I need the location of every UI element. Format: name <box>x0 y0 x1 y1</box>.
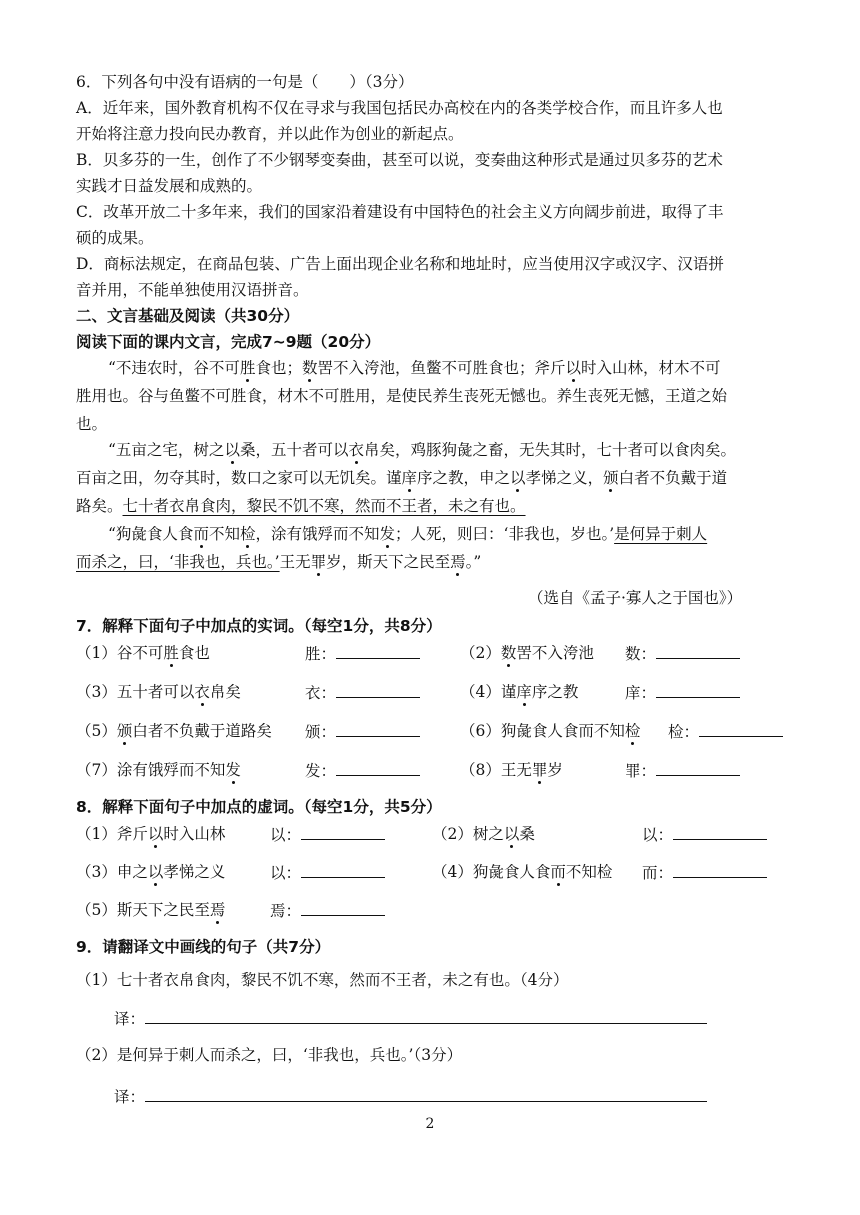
dotted-char: 罪 <box>310 553 327 571</box>
passage-p2-line3 <box>76 496 526 516</box>
text: 序之教 <box>531 683 579 701</box>
dotted-char: 胜 <box>163 644 179 662</box>
text: 检： <box>668 723 700 741</box>
answer-blank[interactable] <box>301 900 385 916</box>
underlined-sentence-1: 七十者衣帛食肉，黎民不饥不寒，然而不王者，未之有也。 <box>122 497 526 515</box>
dotted-char: 而 <box>550 863 566 881</box>
text: （2）树之 <box>432 825 504 843</box>
dotted-char: 数 <box>301 359 318 377</box>
q9-title: 9．请翻译文中画线的句子（共7分） <box>76 938 331 956</box>
text: “不违农时，谷不可 <box>108 359 240 377</box>
text: 百亩之田，勿夺其时，数口之家可以无饥矣。谨 <box>76 469 402 487</box>
text: 罪： <box>625 762 657 780</box>
q7-item-7 <box>76 760 241 780</box>
q8-item-2 <box>432 824 535 844</box>
text: 译： <box>114 1010 146 1028</box>
passage-p1-line3: 也。 <box>76 415 108 433</box>
text: “狗彘食人食 <box>108 525 194 543</box>
q6-option-c-line2: 硕的成果。 <box>76 229 154 247</box>
text: （4）谨 <box>460 683 517 701</box>
text: （7）涂有饿殍而不知 <box>76 761 226 779</box>
q8-answer-4 <box>642 862 767 883</box>
q6-option-a-line1: A．近年来，国外教育机构不仅在寻求与我国包括民办高校在内的各类学校合作，而且许多人也 <box>76 99 723 117</box>
text: 胜： <box>305 645 337 663</box>
text: 时入山林，材木不可 <box>581 359 721 377</box>
text: （6）狗彘食人食而不知 <box>460 722 625 740</box>
answer-blank[interactable] <box>301 824 385 840</box>
translation-blank[interactable] <box>145 1086 707 1102</box>
answer-blank[interactable] <box>699 721 783 737</box>
answer-blank[interactable] <box>656 643 740 659</box>
dotted-char: 颁 <box>603 469 619 487</box>
q9-translate-1 <box>114 1008 707 1029</box>
q7-item-8 <box>460 760 563 780</box>
text: 孝悌之义 <box>163 863 226 881</box>
dotted-char: 焉 <box>209 901 226 919</box>
text: （4）狗彘食人食 <box>432 863 551 881</box>
answer-blank[interactable] <box>336 760 420 776</box>
q7-answer-5 <box>305 721 420 742</box>
text: 桑，五十者可以 <box>239 441 349 459</box>
q6-option-a-line2: 开始将注意力投向民办教育，并以此作为创业的新起点。 <box>76 125 464 143</box>
section2-instruction: 阅读下面的课内文言，完成7~9题（20分） <box>76 333 381 351</box>
dotted-char: 以 <box>147 863 164 881</box>
text: “五亩之宅，树之 <box>108 441 225 459</box>
q7-answer-2 <box>625 643 740 664</box>
q7-answer-8 <box>625 760 740 781</box>
text: 以： <box>270 864 302 882</box>
text: 而： <box>642 864 674 882</box>
answer-blank[interactable] <box>301 862 385 878</box>
text: ，涂有饿殍而不知 <box>255 525 380 543</box>
answer-blank[interactable] <box>336 682 420 698</box>
dotted-char: 以 <box>503 825 520 843</box>
answer-blank[interactable] <box>336 643 420 659</box>
text: 庠： <box>625 684 657 702</box>
text: 不知 <box>208 525 240 543</box>
dotted-char: 以 <box>510 469 526 487</box>
text: 发： <box>305 762 337 780</box>
text: ；人死，则曰：‘非我也，岁也。’ <box>395 525 615 543</box>
text: 岁 <box>547 761 563 779</box>
text: （1）斧斤 <box>76 825 148 843</box>
text: 以： <box>642 826 674 844</box>
q7-item-6 <box>460 721 640 741</box>
dotted-char: 以 <box>147 825 164 843</box>
dotted-char: 检 <box>624 722 641 740</box>
text: 时入山林 <box>163 825 226 843</box>
text: 序之教，申之 <box>417 469 511 487</box>
q7-answer-7 <box>305 760 420 781</box>
q8-answer-5 <box>270 900 385 921</box>
q8-item-4 <box>432 862 612 882</box>
q8-title: 8．解释下面句子中加点的虚词。（每空1分，共5分） <box>76 798 442 816</box>
dotted-char: 以 <box>565 359 582 377</box>
q8-answer-2 <box>642 824 767 845</box>
text: 帛矣 <box>209 683 241 701</box>
passage-source: （选自《孟子·寡人之于国也》） <box>528 589 743 607</box>
answer-blank[interactable] <box>656 682 740 698</box>
passage-p3-line2 <box>76 552 481 572</box>
text: 衣： <box>305 684 337 702</box>
q8-answer-3 <box>270 862 385 883</box>
text: 颁： <box>305 723 337 741</box>
q6-option-d-line1: D．商标法规定，在商品包装、广告上面出现企业名称和地址时，应当使用汉字或汉字、汉语拼 <box>76 255 724 273</box>
dotted-char: 衣 <box>194 683 210 701</box>
text: 数： <box>625 645 657 663</box>
passage-p2-line2 <box>76 468 727 488</box>
q6-option-c-line1: C．改革开放二十多年来，我们的国家沿着建设有中国特色的社会主义方向阔步前进，取得了丰 <box>76 203 724 221</box>
translation-blank[interactable] <box>145 1008 707 1024</box>
passage-p2-line1 <box>108 440 736 460</box>
text: （5）斯天下之民至 <box>76 901 210 919</box>
text: 王无 <box>279 553 311 571</box>
text: 白者不负戴于道路矣 <box>132 722 272 740</box>
text: 食也； <box>255 359 302 377</box>
dotted-char: 庠 <box>401 469 418 487</box>
q6-option-b-line1: B．贝多芬的一生，创作了不少钢琴变奏曲，甚至可以说，变奏曲这种形式是通过贝多芬的艺术 <box>76 151 723 169</box>
answer-blank[interactable] <box>673 862 767 878</box>
text: 罟不入洿池，鱼鳖不可胜食也；斧斤 <box>317 359 566 377</box>
dotted-char: 而 <box>193 525 209 543</box>
dotted-char: 检 <box>239 525 256 543</box>
q7-answer-3 <box>305 682 420 703</box>
text: 桑 <box>519 825 535 843</box>
text: 。” <box>465 553 482 571</box>
text: （3）五十者可以 <box>76 683 195 701</box>
q7-title: 7．解释下面句子中加点的实词。（每空1分，共8分） <box>76 617 442 635</box>
text: 焉： <box>270 902 302 920</box>
text: 以： <box>270 826 302 844</box>
q9-translate-2 <box>114 1086 707 1107</box>
q9-sentence-1: （1）七十者衣帛食肉，黎民不饥不寒，然而不王者，未之有也。（4分） <box>76 971 569 989</box>
q8-item-5 <box>76 900 225 920</box>
text: 不知检 <box>565 863 613 881</box>
answer-blank[interactable] <box>656 760 740 776</box>
text: 岁，斯天下之民至 <box>326 553 451 571</box>
text: （2） <box>460 644 501 662</box>
q6-stem: 6．下列各句中没有语病的一句是（ ）（3分） <box>76 73 414 91</box>
text: （1）谷不可 <box>76 644 164 662</box>
q7-answer-4 <box>625 682 740 703</box>
text: 食也 <box>178 644 210 662</box>
dotted-char: 以 <box>224 441 240 459</box>
page-number: 2 <box>425 1116 435 1132</box>
dotted-char: 衣 <box>348 441 364 459</box>
q7-answer-6 <box>668 721 783 742</box>
underlined-sentence-2a: 是何异于刺人 <box>614 525 708 543</box>
text: （8）王无 <box>460 761 532 779</box>
dotted-char: 颁 <box>116 722 133 740</box>
text: 路矣。 <box>76 497 123 515</box>
q7-item-3 <box>76 682 241 702</box>
underlined-sentence-2b: 而杀之，曰，‘非我也，兵也。’ <box>76 553 280 571</box>
text: （5） <box>76 722 117 740</box>
text: 帛矣，鸡豚狗彘之畜，无失其时，七十者可以食肉矣。 <box>363 441 736 459</box>
q6-option-d-line2: 音并用，不能单独使用汉语拼音。 <box>76 281 309 299</box>
q7-item-5 <box>76 721 272 741</box>
dotted-char: 焉 <box>450 553 466 571</box>
section2-title: 二、文言基础及阅读（共30分） <box>76 307 300 325</box>
passage-p1-line2: 胜用也。谷与鱼鳖不可胜食，材木不可胜用，是使民养生丧死无憾也。养生丧死无憾，王道之始 <box>76 387 728 405</box>
answer-blank[interactable] <box>673 824 767 840</box>
passage-p1-line1 <box>108 358 721 378</box>
q7-item-2 <box>460 643 594 663</box>
text: 罟不入洿池 <box>516 644 594 662</box>
q8-answer-1 <box>270 824 385 845</box>
passage-p3-line1 <box>108 524 707 544</box>
dotted-char: 发 <box>225 761 241 779</box>
q7-item-1 <box>76 643 210 663</box>
answer-blank[interactable] <box>336 721 420 737</box>
text: 白者不负戴于道 <box>618 469 728 487</box>
q8-item-1 <box>76 824 225 844</box>
q9-sentence-2: （2）是何异于刺人而杀之，曰，‘非我也，兵也。’（3分） <box>76 1046 463 1064</box>
text: 孝悌之义， <box>525 469 604 487</box>
dotted-char: 胜 <box>239 359 256 377</box>
dotted-char: 数 <box>500 644 517 662</box>
dotted-char: 庠 <box>516 683 532 701</box>
q7-item-4 <box>460 682 578 702</box>
dotted-char: 罪 <box>531 761 548 779</box>
text: （3）申之 <box>76 863 148 881</box>
text: 译： <box>114 1088 146 1106</box>
q8-item-3 <box>76 862 225 882</box>
dotted-char: 发 <box>379 525 396 543</box>
q7-answer-1 <box>305 643 420 664</box>
q6-option-b-line2: 实践才日益发展和成熟的。 <box>76 177 263 195</box>
